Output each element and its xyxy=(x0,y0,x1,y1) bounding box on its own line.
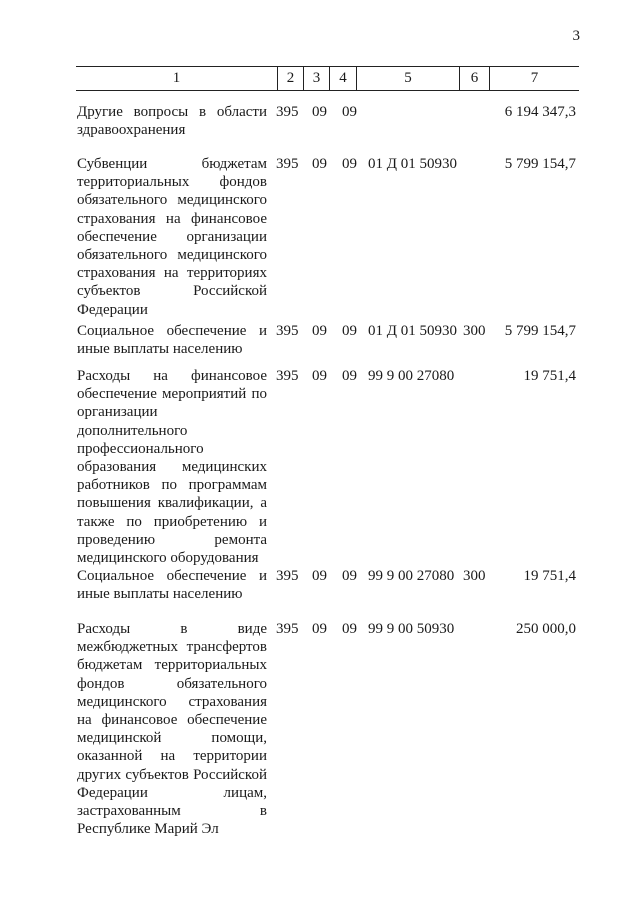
row-section: 09 xyxy=(312,368,327,384)
page-number: 3 xyxy=(572,28,580,44)
row-name: Субвенции бюджетам территориальных фондов обязательного медицинского страхования на финансовое обеспечение организации обязательного медицинского страхования на территориях субъектов Российской Федерации xyxy=(77,156,267,318)
column-header-6: 6 xyxy=(459,67,489,90)
row-target-article: 01 Д 01 50930 xyxy=(368,156,457,172)
row-amount: 6 194 347,3 xyxy=(504,104,576,120)
row-section: 09 xyxy=(312,323,327,339)
row-target-article: 01 Д 01 50930 xyxy=(368,323,457,339)
row-section: 09 xyxy=(312,104,327,120)
row-subsection: 09 xyxy=(342,621,357,637)
row-code: 395 xyxy=(276,104,299,120)
row-amount: 19 751,4 xyxy=(523,568,576,584)
row-subsection: 09 xyxy=(342,568,357,584)
row-name: Социальное обеспечение и иные выплаты населению xyxy=(77,323,267,358)
row-target-article: 99 9 00 27080 xyxy=(368,568,455,584)
row-name: Расходы в виде межбюджетных трансфертов бюджетам территориальных фондов обязательного медицинского страхования на финансовое обеспечение медицинской помощи, оказанной на территории других субъектов Российской Федерации лицам, застрахованным в Республике Марий Эл xyxy=(77,621,267,838)
row-subsection: 09 xyxy=(342,156,357,172)
column-header-2: 2 xyxy=(277,67,303,90)
column-header-1: 1 xyxy=(172,70,181,86)
row-name: Расходы на финансовое обеспечение мероприятий по организации дополнительного профессионального образования медицинских работников по программам повышения квалификации, а также по приобретению и проведению ремонта медицинского оборудования xyxy=(77,368,267,567)
row-amount: 250 000,0 xyxy=(516,621,576,637)
table-header xyxy=(76,66,579,91)
row-name: Другие вопросы в области здравоохранения xyxy=(77,104,267,139)
row-name: Социальное обеспечение и иные выплаты населению xyxy=(77,568,267,603)
row-target-article: 99 9 00 27080 xyxy=(368,368,455,384)
column-header-4: 4 xyxy=(329,67,356,90)
row-subsection: 09 xyxy=(342,323,357,339)
row-subsection: 09 xyxy=(342,104,357,120)
column-header-7: 7 xyxy=(489,67,579,90)
row-amount: 19 751,4 xyxy=(523,368,576,384)
row-code: 395 xyxy=(276,368,299,384)
row-amount: 5 799 154,7 xyxy=(504,323,576,339)
row-code: 395 xyxy=(276,323,299,339)
column-header-5: 5 xyxy=(356,67,459,90)
row-section: 09 xyxy=(312,621,327,637)
row-expense-type: 300 xyxy=(463,323,486,339)
row-subsection: 09 xyxy=(342,368,357,384)
row-code: 395 xyxy=(276,568,299,584)
row-expense-type: 300 xyxy=(463,568,486,584)
row-amount: 5 799 154,7 xyxy=(504,156,576,172)
row-code: 395 xyxy=(276,156,299,172)
row-target-article: 99 9 00 50930 xyxy=(368,621,455,637)
row-section: 09 xyxy=(312,568,327,584)
row-code: 395 xyxy=(276,621,299,637)
row-section: 09 xyxy=(312,156,327,172)
column-header-3: 3 xyxy=(303,67,329,90)
